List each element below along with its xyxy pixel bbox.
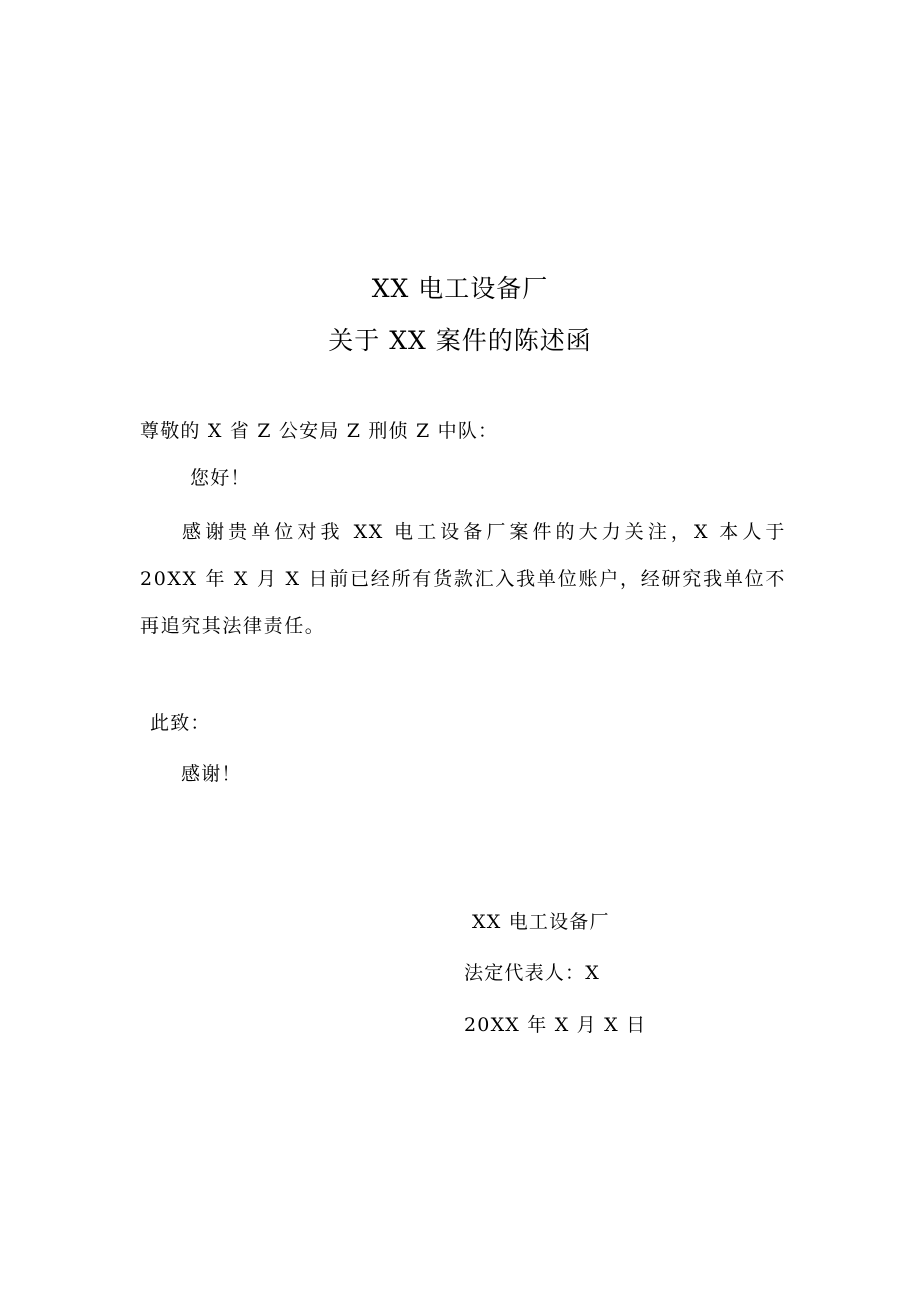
body-paragraph: 感谢贵单位对我 XX 电工设备厂案件的大力关注，X 本人于 20XX 年 X 月 X 日前已经所有货款汇入我单位账户，经研究我单位不再追究其法律责任。	[140, 521, 786, 637]
salutation: 尊敬的 X 省 Z 公安局 Z 刑侦 Z 中队：	[140, 420, 499, 442]
signature-representative: 法定代表人：X	[464, 962, 600, 984]
signature-company: XX 电工设备厂	[472, 911, 610, 933]
document-title-company: XX 电工设备厂	[371, 274, 549, 303]
thanks-phrase: 感谢！	[181, 763, 242, 785]
closing-phrase: 此致：	[150, 712, 211, 734]
signature-date: 20XX 年 X 月 X 日	[464, 1014, 647, 1036]
document-title-subject: 关于 XX 案件的陈述函	[328, 326, 592, 355]
greeting: 您好！	[190, 467, 251, 489]
